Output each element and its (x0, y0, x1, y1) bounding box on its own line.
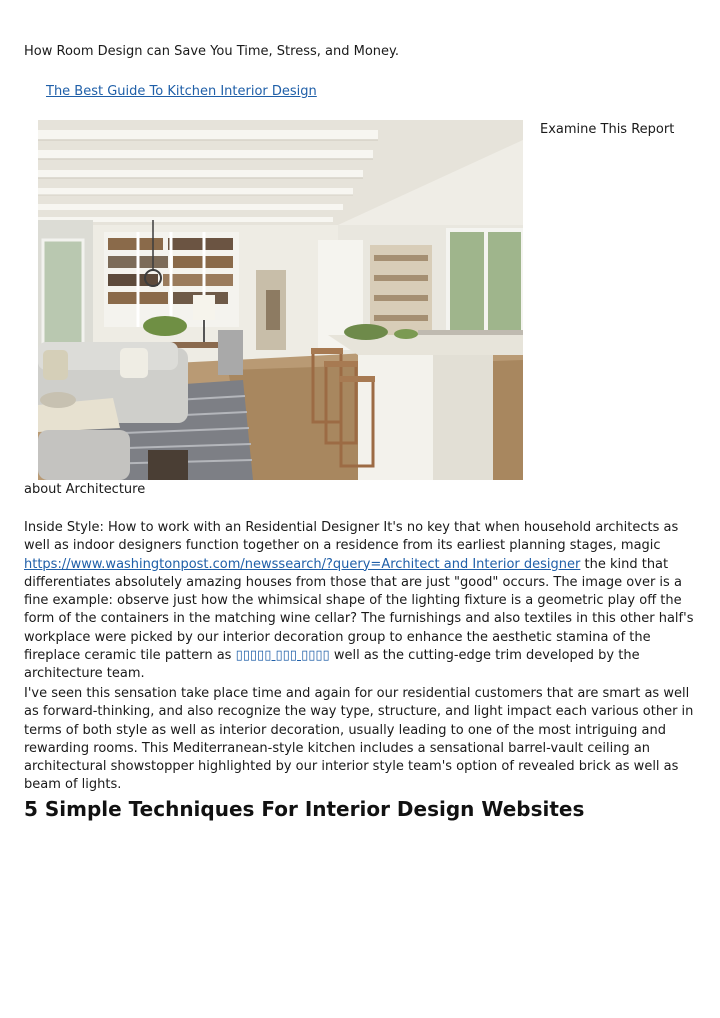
examine-report-link[interactable]: Examine This Report (540, 122, 675, 137)
intro-line: How Room Design can Save You Time, Stress, and Money. (24, 44, 399, 59)
section-heading: 5 Simple Techniques For Interior Design Websites (24, 797, 585, 821)
image-caption: about Architecture (24, 482, 146, 497)
guide-link[interactable]: The Best Guide To Kitchen Interior Design (46, 84, 317, 99)
interior-photo (38, 120, 523, 480)
paragraph-text: well as the cutting-edge trim developed by the architecture team. (24, 648, 640, 682)
washingtonpost-link[interactable]: https://www.washingtonpost.com/newssearch/?query=Architect and Interior designer (24, 556, 581, 572)
paragraph-style (24, 519, 698, 684)
paragraph-text: the kind that differentiates absolutely amazing houses from those that are just "good" occurs. The image over is a fine example: observe just how the whimsical shape of the lighting fixture is a geometric play off the form of the containers in the matching wine cellar? The furnishings and also textiles in this other half's workplace were picked by our interior decoration group to enhance the aesthetic stamina of the fireplace ceramic tile pattern as (24, 556, 694, 664)
paragraph-text: Inside Style: How to work with an Residential Designer It's no key that when household architects as well as indoor designers function together on a residence from its earliest planning stages, magic (24, 520, 679, 554)
paragraph-clients: I've seen this sensation take place time and again for our residential customers that are smart as well as forward-thinking, and also recognize the way type, structure, and light impact each various other in terms of both style as well as interior decoration, usually leading to one of the most intriguing and rewarding rooms. This Mediterranean-style kitchen includes a sensational barrel-vault ceiling an architectural showstopper highlighted by our interior style team's option of revealed brick as well as beam of lights. (24, 686, 694, 793)
inline-link[interactable]: ▯▯▯▯▯ ▯▯▯ ▯▯▯▯ (235, 648, 330, 664)
